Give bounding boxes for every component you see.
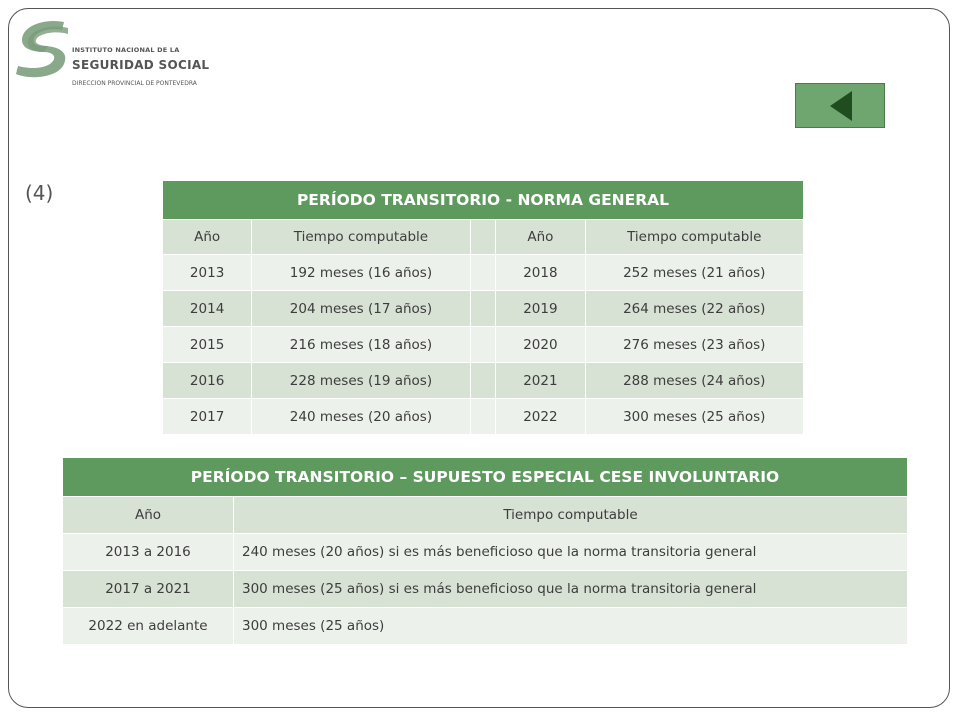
year-cell: 2017 a 2021 bbox=[63, 571, 234, 608]
time-cell: 228 meses (19 años) bbox=[252, 363, 470, 399]
general-table-title: PERÍODO TRANSITORIO - NORMA GENERAL bbox=[163, 181, 804, 220]
header-year: Año bbox=[63, 497, 234, 534]
header-year: Año bbox=[496, 220, 585, 255]
time-cell: 264 meses (22 años) bbox=[585, 291, 804, 327]
time-cell: 288 meses (24 años) bbox=[585, 363, 804, 399]
time-cell: 300 meses (25 años) bbox=[585, 399, 804, 435]
time-cell: 240 meses (20 años) si es más beneficioso que la norma transitoria general bbox=[234, 534, 908, 571]
spacer-cell bbox=[470, 399, 496, 435]
header-time: Tiempo computable bbox=[234, 497, 908, 534]
back-button[interactable] bbox=[795, 83, 885, 128]
spacer-cell bbox=[470, 363, 496, 399]
year-cell: 2021 bbox=[496, 363, 585, 399]
time-cell: 204 meses (17 años) bbox=[252, 291, 470, 327]
spacer-cell bbox=[470, 291, 496, 327]
table-row bbox=[163, 399, 804, 435]
year-cell: 2016 bbox=[163, 363, 252, 399]
header-time: Tiempo computable bbox=[585, 220, 804, 255]
table-row bbox=[163, 291, 804, 327]
year-cell: 2017 bbox=[163, 399, 252, 435]
spacer-cell bbox=[470, 220, 496, 255]
time-cell: 192 meses (16 años) bbox=[252, 255, 470, 291]
special-case-table bbox=[62, 457, 908, 645]
table-row bbox=[63, 608, 908, 645]
seguridad-social-logo bbox=[14, 16, 244, 96]
header-time: Tiempo computable bbox=[252, 220, 470, 255]
table-row bbox=[163, 327, 804, 363]
footnote-marker: (4) bbox=[25, 181, 54, 205]
year-cell: 2022 en adelante bbox=[63, 608, 234, 645]
logo-line-direccion: DIRECCION PROVINCIAL DE PONTEVEDRA bbox=[72, 80, 197, 87]
header-year: Año bbox=[163, 220, 252, 255]
logo-line-seguridad-social: SEGURIDAD SOCIAL bbox=[72, 58, 210, 72]
table-header-row bbox=[163, 220, 804, 255]
table-row bbox=[163, 255, 804, 291]
spacer-cell bbox=[470, 327, 496, 363]
table-row bbox=[63, 571, 908, 608]
year-cell: 2013 bbox=[163, 255, 252, 291]
table-header-row bbox=[63, 497, 908, 534]
year-cell: 2022 bbox=[496, 399, 585, 435]
year-cell: 2018 bbox=[496, 255, 585, 291]
time-cell: 300 meses (25 años) si es más beneficioso que la norma transitoria general bbox=[234, 571, 908, 608]
time-cell: 216 meses (18 años) bbox=[252, 327, 470, 363]
time-cell: 252 meses (21 años) bbox=[585, 255, 804, 291]
year-cell: 2013 a 2016 bbox=[63, 534, 234, 571]
general-norm-table bbox=[162, 180, 804, 435]
year-cell: 2015 bbox=[163, 327, 252, 363]
spacer-cell bbox=[470, 255, 496, 291]
time-cell: 276 meses (23 años) bbox=[585, 327, 804, 363]
table-row bbox=[163, 363, 804, 399]
left-triangle-icon bbox=[830, 91, 852, 121]
year-cell: 2014 bbox=[163, 291, 252, 327]
year-cell: 2019 bbox=[496, 291, 585, 327]
year-cell: 2020 bbox=[496, 327, 585, 363]
time-cell: 300 meses (25 años) bbox=[234, 608, 908, 645]
special-table-title: PERÍODO TRANSITORIO – SUPUESTO ESPECIAL CESE INVOLUNTARIO bbox=[63, 458, 908, 497]
logo-line-institute: INSTITUTO NACIONAL DE LA bbox=[72, 46, 180, 54]
seguridad-social-emblem-icon bbox=[14, 16, 70, 92]
time-cell: 240 meses (20 años) bbox=[252, 399, 470, 435]
table-row bbox=[63, 534, 908, 571]
